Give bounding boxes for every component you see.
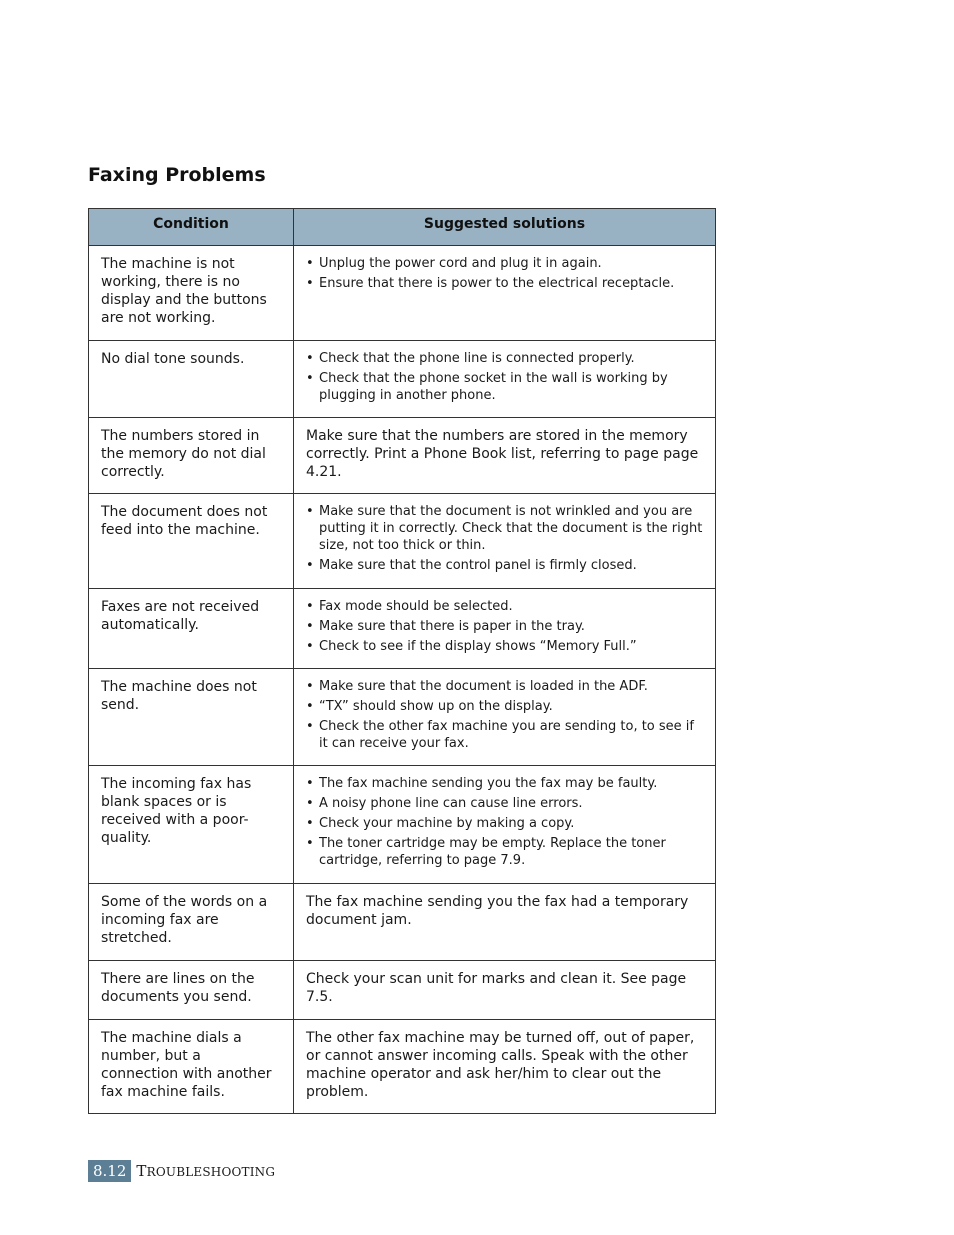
solution-cell: The fax machine sending you the fax had a temporary document jam. xyxy=(294,884,716,961)
solution-list xyxy=(306,598,703,655)
list-item: • The fax machine sending you the fax may be faulty. xyxy=(306,775,703,792)
list-item: • Check to see if the display shows “Memory Full.” xyxy=(306,638,703,655)
solution-list xyxy=(306,255,703,292)
solution-cell xyxy=(294,589,716,669)
table-row xyxy=(89,418,716,494)
table-header-row xyxy=(89,209,716,246)
list-item: • Make sure that the document is loaded in the ADF. xyxy=(306,678,703,695)
solution-list xyxy=(306,350,703,404)
condition-cell: Some of the words on a incoming fax are stretched. xyxy=(89,884,294,961)
condition-cell: The incoming fax has blank spaces or is received with a poor-quality. xyxy=(89,766,294,884)
troubleshooting-table xyxy=(88,208,716,1114)
section-name-rest: ROUBLESHOOTING xyxy=(146,1165,276,1179)
list-item: • Unplug the power cord and plug it in again. xyxy=(306,255,703,272)
solution-cell: Check your scan unit for marks and clean it. See page 7.5. xyxy=(294,961,716,1020)
list-item: • Make sure that there is paper in the tray. xyxy=(306,618,703,635)
table-row xyxy=(89,884,716,961)
solution-cell xyxy=(294,494,716,589)
condition-cell: The machine is not working, there is no display and the buttons are not working. xyxy=(89,246,294,341)
list-item: • A noisy phone line can cause line errors. xyxy=(306,795,703,812)
list-item: • Check that the phone line is connected properly. xyxy=(306,350,703,367)
solution-cell xyxy=(294,246,716,341)
list-item: • Check the other fax machine you are sending to, to see if it can receive your fax. xyxy=(306,718,703,752)
condition-cell: The machine does not send. xyxy=(89,669,294,766)
page-footer xyxy=(88,1160,275,1182)
list-item: • Make sure that the control panel is firmly closed. xyxy=(306,557,703,574)
table-row xyxy=(89,589,716,669)
list-item: • Ensure that there is power to the electrical receptacle. xyxy=(306,275,703,292)
footer-section-name xyxy=(136,1162,275,1180)
table-row xyxy=(89,961,716,1020)
solution-list xyxy=(306,503,703,574)
solution-cell xyxy=(294,766,716,884)
condition-cell: Faxes are not received automatically. xyxy=(89,589,294,669)
condition-cell: The machine dials a number, but a connection with another fax machine fails. xyxy=(89,1020,294,1114)
condition-cell: There are lines on the documents you send. xyxy=(89,961,294,1020)
table-row xyxy=(89,246,716,341)
list-item: • The toner cartridge may be empty. Replace the toner cartridge, referring to page 7.9. xyxy=(306,835,703,869)
condition-header: Condition xyxy=(89,209,294,246)
section-name-initial: T xyxy=(136,1162,147,1180)
table-row xyxy=(89,669,716,766)
table-row xyxy=(89,494,716,589)
list-item: • Check that the phone socket in the wall is working by plugging in another phone. xyxy=(306,370,703,404)
solutions-header: Suggested solutions xyxy=(294,209,716,246)
condition-cell: The numbers stored in the memory do not dial correctly. xyxy=(89,418,294,494)
solution-cell: Make sure that the numbers are stored in the memory correctly. Print a Phone Book list, referring to page page 4.21. xyxy=(294,418,716,494)
solution-cell xyxy=(294,341,716,418)
solution-list xyxy=(306,678,703,752)
solution-list xyxy=(306,775,703,869)
list-item: • Make sure that the document is not wrinkled and you are putting it in correctly. Check that the document is the right size, not too thick or thin. xyxy=(306,503,703,554)
list-item: • Check your machine by making a copy. xyxy=(306,815,703,832)
list-item: • Fax mode should be selected. xyxy=(306,598,703,615)
solution-cell xyxy=(294,669,716,766)
list-item: • “TX” should show up on the display. xyxy=(306,698,703,715)
condition-cell: No dial tone sounds. xyxy=(89,341,294,418)
page-number: 8.12 xyxy=(88,1160,131,1182)
table-row xyxy=(89,341,716,418)
solution-cell: The other fax machine may be turned off, out of paper, or cannot answer incoming calls. Speak with the other machine operator and ask her/him to clear out the problem. xyxy=(294,1020,716,1114)
condition-cell: The document does not feed into the machine. xyxy=(89,494,294,589)
section-title: Faxing Problems xyxy=(88,164,266,186)
table-row xyxy=(89,766,716,884)
table-row xyxy=(89,1020,716,1114)
